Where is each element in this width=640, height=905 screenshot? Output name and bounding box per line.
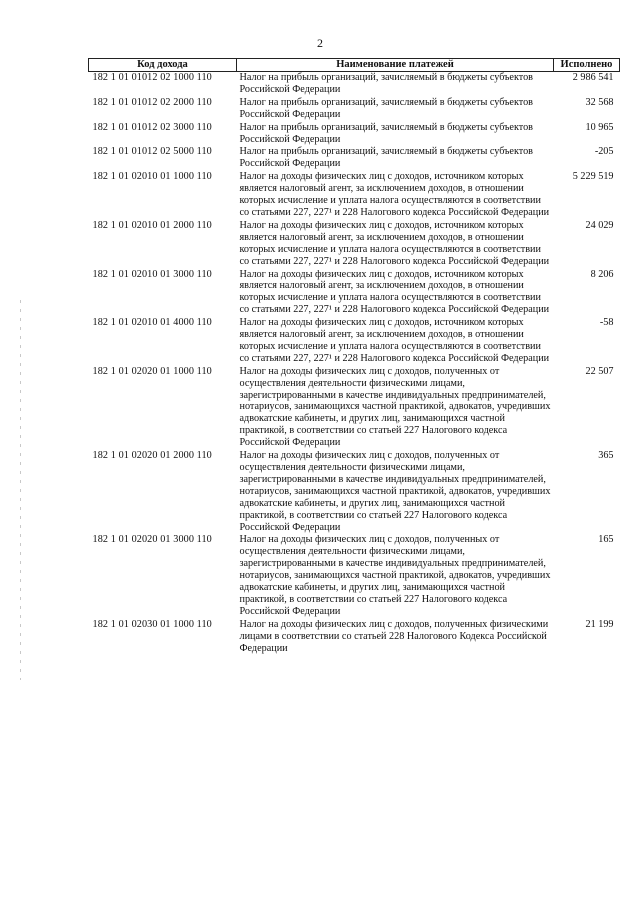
table-row <box>89 97 620 122</box>
payments-table <box>88 58 620 656</box>
table-row <box>89 366 620 450</box>
header-executed: Исполнено <box>554 59 620 72</box>
header-name: Наименование платежей <box>237 59 554 72</box>
payment-name: Налог на прибыль организаций, зачисляемый в бюджеты субъектов Российской Федерации <box>239 96 533 120</box>
income-code: 182 1 01 02020 01 1000 110 <box>92 365 212 377</box>
scan-margin-mark <box>20 300 21 680</box>
executed-amount: 5 229 519 <box>572 171 614 183</box>
table-row <box>89 171 620 220</box>
income-code: 182 1 01 02010 01 3000 110 <box>92 268 212 280</box>
executed-amount: 365 <box>598 450 614 462</box>
payment-name: Налог на доходы физических лиц с доходов, источником которых является налоговый агент, за исключением доходов, в отношении которых исчисление и уплата налога осуществляются в соответствии со статьями 227, 227¹ и 228 Налогового кодекса Российской Федерации <box>239 171 550 218</box>
income-code: 182 1 01 02020 01 2000 110 <box>92 450 212 462</box>
income-code: 182 1 01 01012 02 1000 110 <box>92 72 212 83</box>
executed-amount: 165 <box>598 534 614 546</box>
table-row <box>89 450 620 534</box>
income-code: 182 1 01 02020 01 3000 110 <box>92 534 212 546</box>
payment-name: Налог на доходы физических лиц с доходов, источником которых является налоговый агент, за исключением доходов, в отношении которых исчисление и уплата налога осуществляются в соответствии со статьями 227, 227¹ и 228 Налогового кодекса Российской Федерации <box>239 219 550 267</box>
table-row <box>89 122 620 147</box>
income-code: 182 1 01 02030 01 1000 110 <box>92 618 212 630</box>
executed-amount: 22 507 <box>585 365 614 377</box>
payment-name: Налог на доходы физических лиц с доходов, источником которых является налоговый агент, за исключением доходов, в отношении которых исчисление и уплата налога осуществляются в соответствии со статьями 227, 227¹ и 228 Налогового кодекса Российской Федерации <box>239 317 550 364</box>
table-row <box>89 317 620 366</box>
income-code: 182 1 01 02010 01 1000 110 <box>92 171 212 183</box>
payment-name: Налог на доходы физических лиц с доходов, источником которых является налоговый агент, за исключением доходов, в отношении которых исчисление и уплата налога осуществляются в соответствии со статьями 227, 227¹ и 228 Налогового кодекса Российской Федерации <box>239 268 550 316</box>
executed-amount: -205 <box>594 146 614 158</box>
income-code: 182 1 01 02010 01 4000 110 <box>92 317 212 329</box>
payment-name: Налог на прибыль организаций, зачисляемый в бюджеты субъектов Российской Федерации <box>239 146 533 170</box>
payment-name: Налог на доходы физических лиц с доходов, полученных от осуществления деятельности физическими лицами, зарегистрированными в качестве индивидуальных предпринимателей, нотариусов, занимающихся частной практикой, адвокатов, учредивших адвокатские кабинеты, и других лиц, занимающихся частной практикой, в соответствии со статьей 227 Налогового кодекса Российской Федерации <box>239 534 551 617</box>
payment-name: Налог на прибыль организаций, зачисляемый в бюджеты субъектов Российской Федерации <box>239 121 533 145</box>
executed-amount: 24 029 <box>585 219 614 231</box>
executed-amount: 8 206 <box>590 268 614 280</box>
payment-name: Налог на доходы физических лиц с доходов, полученных физическими лицами в соответствии со статьей 228 Налогового Кодекса Российской Федерации <box>239 618 549 654</box>
payment-name: Налог на доходы физических лиц с доходов, полученных от осуществления деятельности физическими лицами, зарегистрированными в качестве индивидуальных предпринимателей, нотариусов, занимающихся частной практикой, адвокатов, учредивших адвокатские кабинеты, и других лиц, занимающихся частной практикой, в соответствии со статьей 227 Налогового кодекса Российской Федерации <box>239 450 551 533</box>
executed-amount: 2 986 541 <box>572 72 614 83</box>
payment-name: Налог на доходы физических лиц с доходов, полученных от осуществления деятельности физическими лицами, зарегистрированными в качестве индивидуальных предпринимателей, нотариусов, занимающихся частной практикой, адвокатов, учредивших адвокатские кабинеты, и других лиц, занимающихся частной практикой, в соответствии со статьей 227 Налогового кодекса Российской Федерации <box>239 365 551 449</box>
income-code: 182 1 01 01012 02 3000 110 <box>92 121 212 133</box>
table-row <box>89 220 620 269</box>
income-code: 182 1 01 01012 02 2000 110 <box>92 96 212 108</box>
executed-amount: 32 568 <box>585 96 614 108</box>
header-code: Код дохода <box>89 59 237 72</box>
executed-amount: 10 965 <box>585 121 614 133</box>
table-row <box>89 72 620 97</box>
page-number: 2 <box>317 36 323 50</box>
executed-amount: 21 199 <box>585 618 614 630</box>
table-row <box>89 146 620 171</box>
table-row <box>89 534 620 618</box>
income-code: 182 1 01 02010 01 2000 110 <box>92 219 212 231</box>
executed-amount: -58 <box>599 317 614 329</box>
table-row <box>89 269 620 318</box>
payment-name: Налог на прибыль организаций, зачисляемый в бюджеты субъектов Российской Федерации <box>239 72 533 95</box>
income-code: 182 1 01 01012 02 5000 110 <box>92 146 212 158</box>
table-header-row <box>89 59 620 72</box>
table-row <box>89 619 620 656</box>
